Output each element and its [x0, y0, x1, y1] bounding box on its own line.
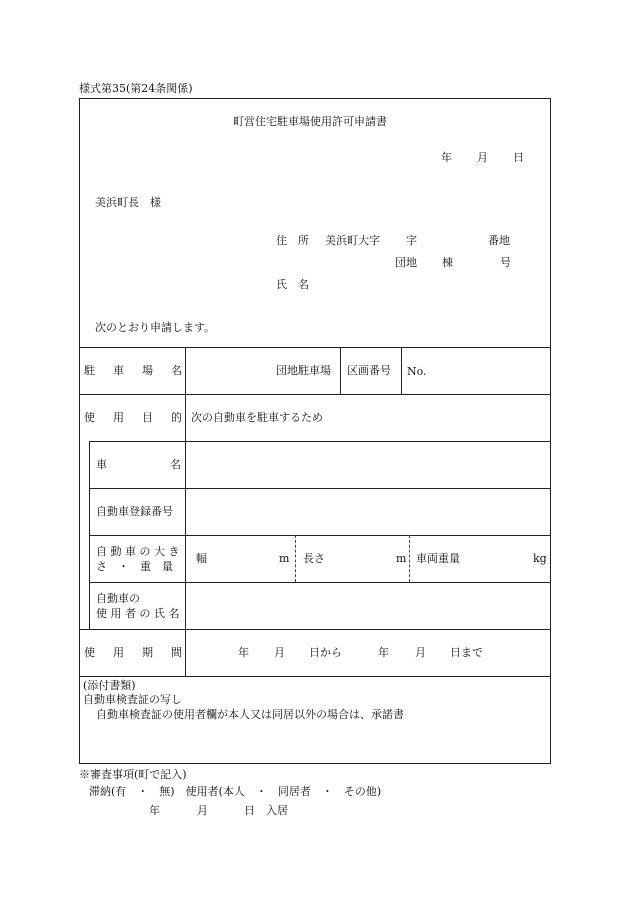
form-title: 町営住宅駐車場使用許可申請書: [233, 115, 387, 128]
period-label-3: 期: [142, 646, 153, 659]
purpose-label-3: 目: [142, 411, 153, 424]
parking-name-label-4: 名: [171, 364, 182, 377]
attachments-line2: 自動車検査証の使用者欄が本人又は同居以外の場合は、承諾書: [96, 708, 404, 721]
period-from: 日から: [309, 646, 342, 659]
request-text: 次のとおり申請します。: [95, 321, 216, 334]
length-label: 長さ: [303, 552, 325, 565]
review-day-entry: 日 入居: [244, 804, 288, 817]
purpose-label-1: 使: [84, 411, 95, 424]
period-label-4: 間: [171, 646, 182, 659]
review-year: 年: [149, 804, 160, 817]
address-town: 美浜町大字: [325, 234, 380, 247]
address-gou: 号: [500, 256, 511, 269]
user-name-label-line1: 自動車の: [96, 592, 140, 605]
review-line1: 滞納(有 ・ 無) 使用者(本人 ・ 同居者 ・ その他): [89, 785, 382, 798]
address-tou: 棟: [442, 256, 453, 269]
date-year: 年: [441, 151, 452, 164]
period-label-1: 使: [84, 646, 95, 659]
period-month-2: 月: [415, 646, 426, 659]
section-number-label: 区画番号: [347, 364, 391, 377]
addressee: 美浜町長 様: [95, 196, 161, 209]
parking-name-value: 団地駐車場: [276, 364, 331, 377]
period-month-1: 月: [274, 646, 285, 659]
purpose-label-2: 用: [113, 411, 124, 424]
period-year-1: 年: [238, 646, 249, 659]
review-month: 月: [197, 804, 208, 817]
address-aza: 字: [406, 234, 417, 247]
size-label-line2: さ ・ 重 量: [96, 560, 173, 573]
address-danchi: 団地: [395, 256, 417, 269]
date-day: 日: [513, 151, 524, 164]
weight-unit: kg: [533, 552, 547, 565]
attachments-line1: 自動車検査証の写し: [83, 693, 182, 706]
width-label: 幅: [196, 552, 207, 565]
name-label: 氏 名: [276, 278, 309, 291]
period-until: 日まで: [450, 646, 483, 659]
form-number: 様式第35(第24条関係): [79, 82, 193, 95]
weight-label: 車両重量: [416, 552, 460, 565]
car-name-label-2: 名: [170, 458, 181, 471]
address-banchi: 番地: [488, 234, 510, 247]
attachments-heading: (添付書類): [83, 679, 136, 692]
parking-name-label-3: 場: [142, 364, 153, 377]
period-label-2: 用: [113, 646, 124, 659]
address-label: 住 所: [276, 234, 309, 247]
size-label-line1: 自 動 車 の 大 き: [96, 545, 180, 558]
car-name-label-1: 車: [96, 458, 107, 471]
length-unit: m: [396, 552, 407, 565]
width-unit: m: [279, 552, 290, 565]
user-name-label-line2: 使 用 者 の 氏 名: [96, 607, 180, 620]
review-heading: ※審査事項(町で記入): [79, 768, 187, 781]
purpose-label-4: 的: [171, 411, 182, 424]
registration-label: 自動車登録番号: [96, 505, 173, 518]
purpose-value: 次の自動車を駐車するため: [191, 411, 323, 424]
section-no-label: No.: [407, 365, 427, 378]
date-month: 月: [477, 151, 488, 164]
period-year-2: 年: [378, 646, 389, 659]
parking-name-label-2: 車: [113, 364, 124, 377]
parking-name-label-1: 駐: [84, 364, 95, 377]
